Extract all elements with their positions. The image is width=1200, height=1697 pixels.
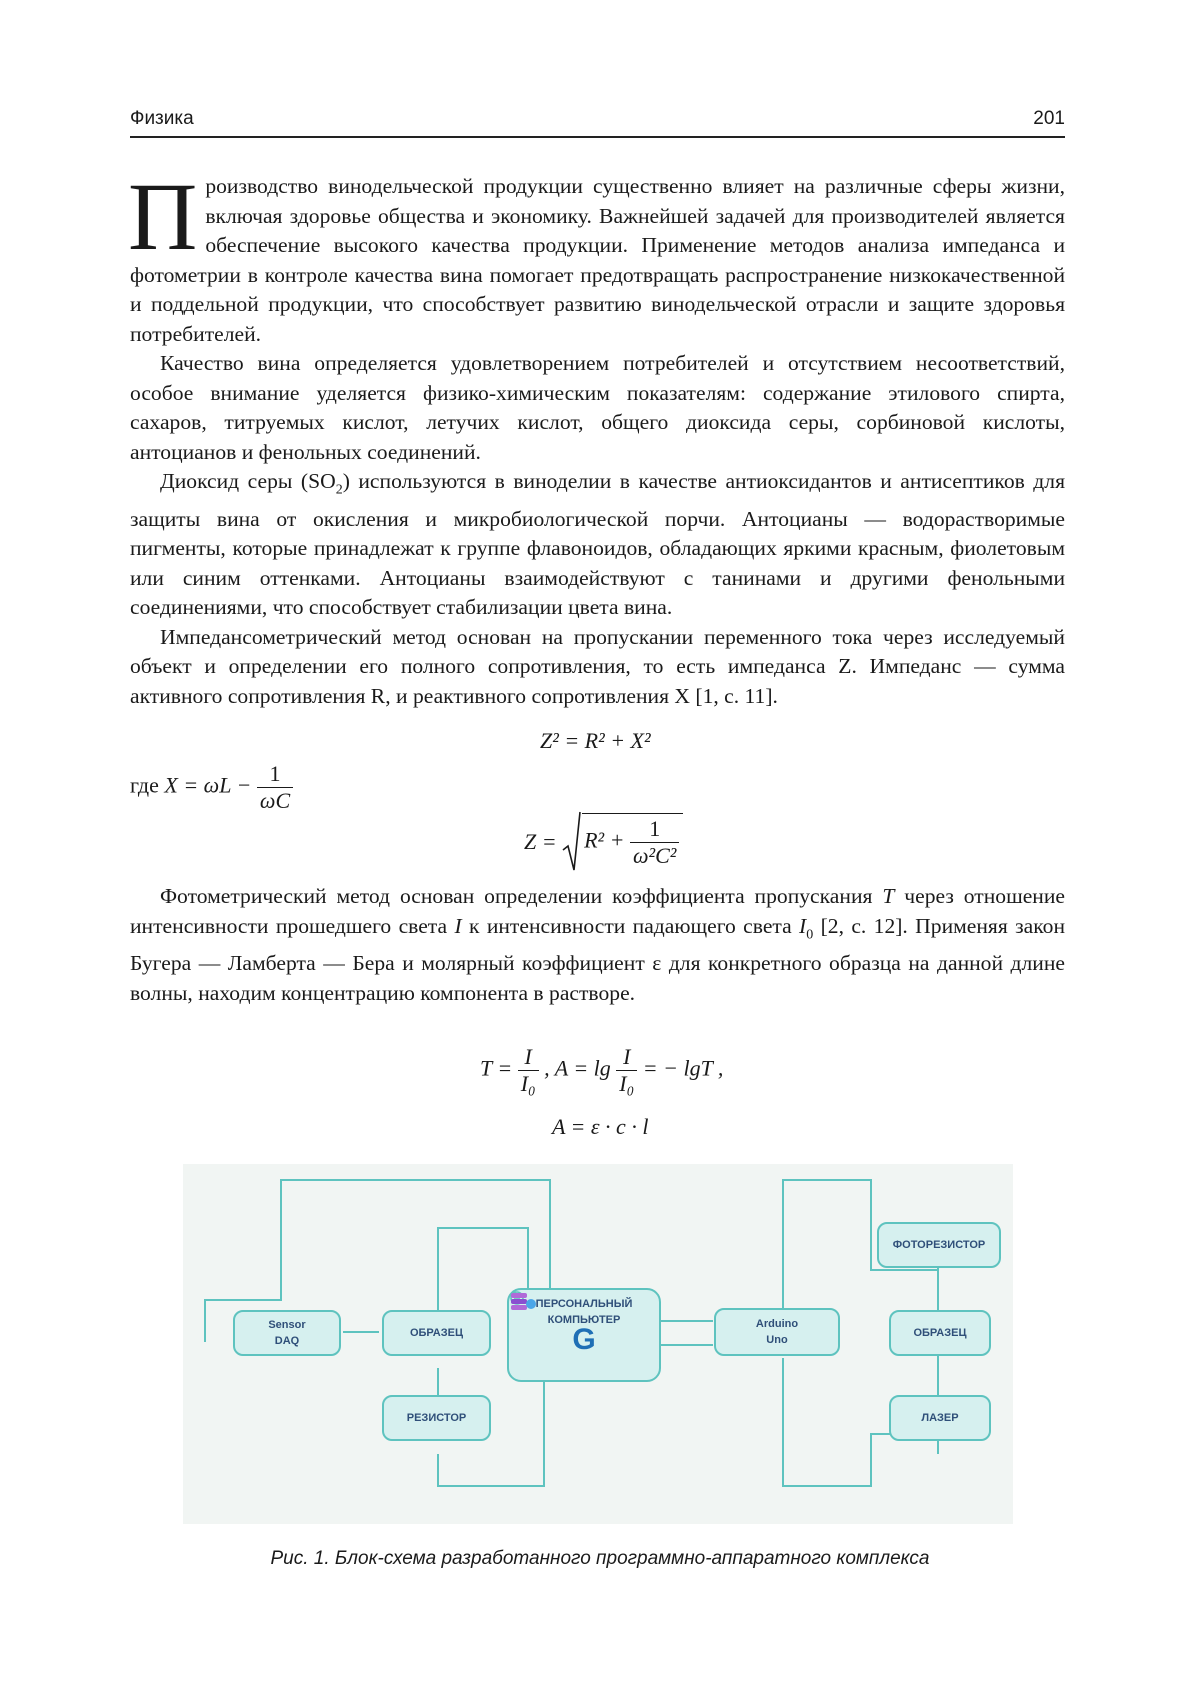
symbol-I: I <box>454 914 461 938</box>
formula-transmittance <box>480 1044 723 1097</box>
paragraph-5-text-a: Фотометрический метод основан определении коэффициента пропускания <box>160 884 882 908</box>
paragraph-2: Качество вина определяется удовлетворением потребителей и отсутствием несоответствий, особое внимание уделяется физико-химическим показателям: содержание этилового спирта, сахаров, титруемых кислот, летучих кислот, общего диоксида серы, сорбиновой кислоты, антоцианов и фенольных соединений. <box>130 349 1065 467</box>
article-body <box>130 172 1065 711</box>
formula-4-tail: = − lgT , <box>643 1056 724 1081</box>
database-icon <box>509 1290 537 1312</box>
radicand <box>582 813 683 869</box>
formula-impedance <box>524 810 683 874</box>
pc-label-1: ПЕРСОНАЛЬНЫЙ <box>536 1298 633 1310</box>
paragraph-5-text-b: через отношение интенсивности прошедшего света <box>130 884 1065 938</box>
formula-3-radicand-text: R² + <box>584 828 624 853</box>
arduino-box <box>714 1308 840 1356</box>
running-header <box>130 108 1065 138</box>
so2-subscript: 2 <box>336 482 343 497</box>
paragraph-1 <box>130 172 1065 349</box>
formula-1-text: Z² = R² + X² <box>540 728 651 753</box>
formula-4-A-lhs: , A = lg <box>544 1056 611 1081</box>
formula-3-denominator: ω²C² <box>630 843 679 869</box>
formula-4-T-numerator: I <box>518 1044 539 1071</box>
formula-3-numerator: 1 <box>630 816 679 843</box>
formula-5-text: A = ε · c · l <box>552 1114 648 1139</box>
sample-right-label: ОБРАЗЕЦ <box>913 1325 966 1341</box>
radical-sign <box>562 810 582 874</box>
paragraph-1-text: роизводство винодельческой продукции существенно влияет на различные сферы жизни, включая здоровье общества и экономику. Важнейшей задачей для производителей является обеспечение высокого качества продукции. Применение методов анализа импеданса и фотометрии в контроле качества вина помогает предотвращать распространение низкокачественной и поддельной продукции, что способствует развитию винодельческой отрасли и защите здоровья потребителей. <box>130 174 1065 346</box>
formula-4-T-fraction <box>518 1044 539 1097</box>
drop-cap: П <box>128 178 197 256</box>
paragraph-3-text-a: Диоксид серы (SO <box>160 469 336 493</box>
paragraph-5-text-d: [2, с. 12]. Применяя закон Бугера — Ламберта — Бера и молярный коэффициент ε для конкретного образца на данной длине волны, находим концентрацию компонента в растворе. <box>130 914 1065 1005</box>
formula-2-denominator: ωC <box>257 788 293 814</box>
sample-right-box <box>889 1310 991 1356</box>
sample-left-box <box>382 1310 491 1356</box>
paragraph-5 <box>130 882 1065 1008</box>
article-body-continued <box>130 882 1065 1008</box>
symbol-T: T <box>882 884 894 908</box>
arduino-label-2: Uno <box>766 1334 787 1346</box>
formula-4-A-fraction <box>616 1044 637 1097</box>
laser-box <box>889 1395 991 1441</box>
google-g-icon: G <box>572 1332 595 1348</box>
figure-caption: Рис. 1. Блок-схема разработанного программно-аппаратного комплекса <box>0 1548 1200 1570</box>
resistor-label: РЕЗИСТОР <box>407 1410 466 1426</box>
paragraph-3-text-b: ) используются в виноделии в качестве антиоксидантов и антисептиков для защиты вина от окисления и микробиологической порчи. Антоцианы — водорастворимые пигменты, которые принадлежат к группе флавоноидов, обладающих яркими красным, фиолетовым или синим оттенками. Антоцианы взаимодействуют с танинами и другими фенольными соединениями, что способствует стабилизации цвета вина. <box>130 469 1065 619</box>
resistor-box <box>382 1395 491 1441</box>
formula-2-numerator: 1 <box>257 761 293 788</box>
arduino-label-1: Arduino <box>756 1318 798 1330</box>
symbol-I0: I <box>799 914 806 938</box>
laser-label: ЛАЗЕР <box>921 1410 958 1426</box>
pc-label-2: КОМПЬЮТЕР <box>548 1314 621 1326</box>
photoresistor-box <box>877 1222 1001 1268</box>
formula-4-T-lhs: T = <box>480 1056 512 1081</box>
photoresistor-label: ФОТОРЕЗИСТОР <box>893 1237 985 1253</box>
paragraph-3 <box>130 467 1065 623</box>
sensor-label-1: Sensor <box>268 1319 305 1331</box>
formula-beer-lambert <box>552 1114 648 1140</box>
paragraph-5-text-c: к интенсивности падающего света <box>462 914 799 938</box>
pc-box <box>507 1288 661 1382</box>
page-number: 201 <box>1033 108 1065 130</box>
paragraph-4: Импедансометрический метод основан на пропускании переменного тока через исследуемый объект и определении его полного сопротивления, то есть импеданса Z. Импеданс — сумма активного сопротивления R, и реактивного сопротивления X [1, с. 11]. <box>130 623 1065 712</box>
formula-3-lhs: Z = <box>524 829 557 854</box>
formula-4-A-denominator: I₀ <box>616 1071 637 1097</box>
section-title: Физика <box>130 108 194 129</box>
sensor-label-2: DAQ <box>275 1335 299 1347</box>
formula-reactance <box>130 761 293 814</box>
symbol-I0-subscript: 0 <box>806 927 813 942</box>
formula-2-prefix: где <box>130 773 159 798</box>
formula-2-fraction <box>257 761 293 814</box>
sample-left-label: ОБРАЗЕЦ <box>410 1325 463 1341</box>
block-diagram <box>183 1164 1013 1524</box>
sensor-daq-box <box>233 1310 341 1356</box>
formula-3-fraction <box>630 816 679 869</box>
formula-2-lhs: X = ωL − <box>164 773 251 798</box>
formula-4-T-denominator: I₀ <box>518 1071 539 1097</box>
formula-impedance-squared <box>540 728 651 754</box>
formula-4-A-numerator: I <box>616 1044 637 1071</box>
